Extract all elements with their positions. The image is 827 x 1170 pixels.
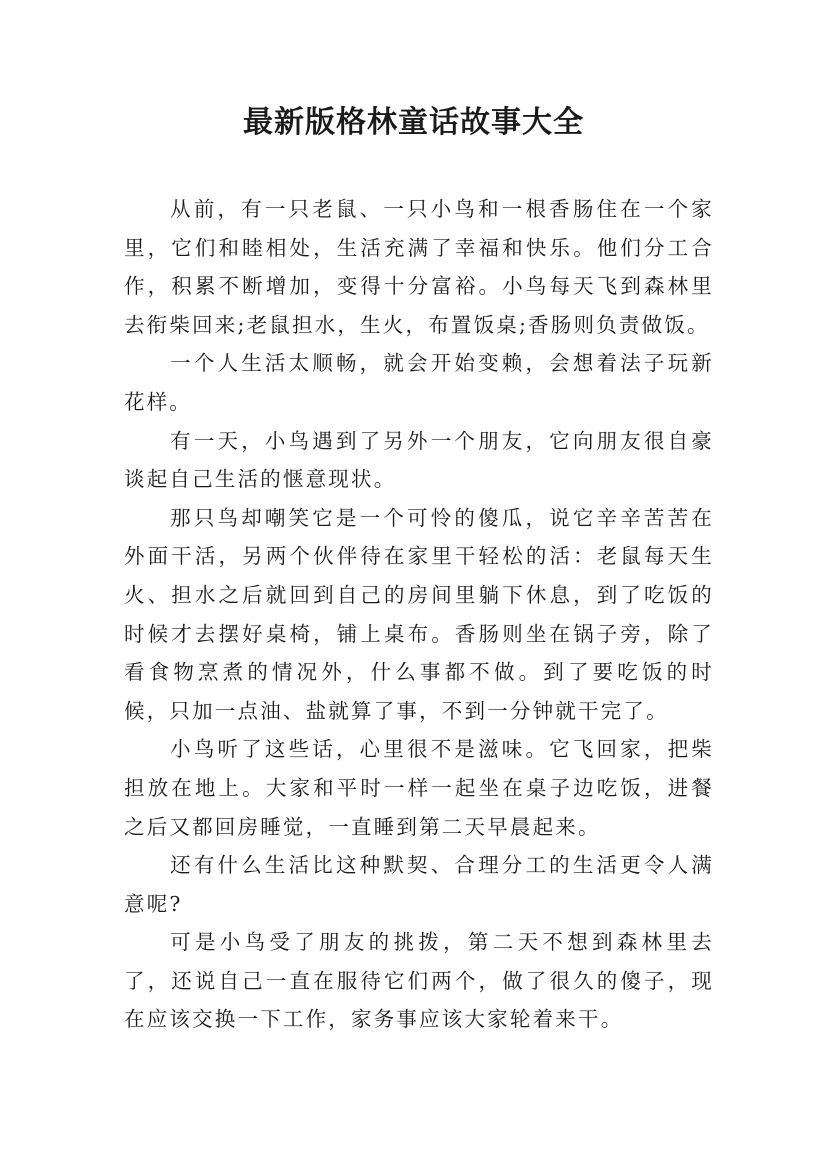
document-title: 最新版格林童话故事大全 <box>243 105 584 140</box>
paragraph: 可是小鸟受了朋友的挑拨，第二天不想到森林里去了，还说自己一直在服待它们两个，做了很久的傻子，现在应该交换一下工作，家务事应该大家轮着来干。 <box>124 930 714 1032</box>
paragraph: 一个人生活太顺畅，就会开始变赖，会想着法子玩新花样。 <box>124 351 714 414</box>
paragraph: 还有什么生活比这种默契、合理分工的生活更令人满意呢? <box>124 853 714 916</box>
paragraph: 从前，有一只老鼠、一只小鸟和一根香肠住在一个家里，它们和睦相处，生活充满了幸福和快乐。他们分工合作，积累不断增加，变得十分富裕。小鸟每天飞到森林里去衔柴回来;老鼠担水，生火，布置饭桌;香肠则负责做饭。 <box>124 197 714 337</box>
document-body <box>124 190 714 1039</box>
paragraph: 有一天，小鸟遇到了另外一个朋友，它向朋友很自豪谈起自己生活的惬意现状。 <box>124 428 714 492</box>
paragraph: 小鸟听了这些话，心里很不是滋味。它飞回家，把柴担放在地上。大家和平时一样一起坐在桌子边吃饭，进餐之后又都回房睡觉，一直睡到第二天早晨起来。 <box>124 737 714 839</box>
paragraph: 那只鸟却嘲笑它是一个可怜的傻瓜，说它辛辛苦苦在外面干活，另两个伙伴待在家里干轻松的活：老鼠每天生火、担水之后就回到自己的房间里躺下休息，到了吃饭的时候才去摆好桌椅，铺上桌布。香肠则坐在锅子旁，除了看食物烹煮的情况外，什么事都不做。到了要吃饭的时候，只加一点油、盐就算了事，不到一分钟就干完了。 <box>124 505 714 723</box>
